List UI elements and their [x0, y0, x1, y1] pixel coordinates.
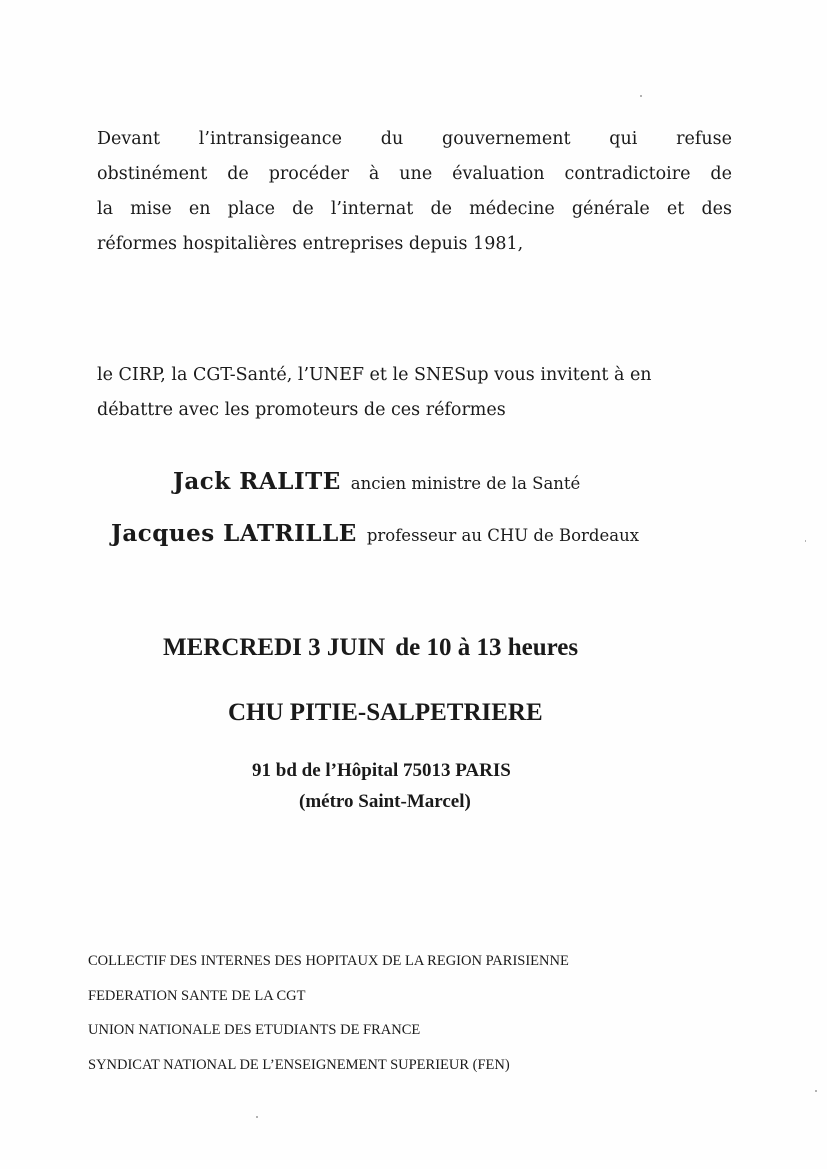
- event-venue: CHU PITIE-SALPETRIERE: [228, 699, 543, 726]
- organization-item: COLLECTIF DES INTERNES DES HOPITAUX DE LA REGION PARISIENNE: [88, 953, 569, 969]
- speaker-role: ancien ministre de la Santé: [350, 474, 581, 493]
- invitation-line: le CIRP, la CGT-Santé, l’UNEF et le SNESup vous invitent à en: [97, 365, 652, 385]
- intro-line: obstinément de procéder à une évaluation contradictoire de: [97, 164, 732, 184]
- scan-speck: [805, 540, 806, 542]
- organization-item: SYNDICAT NATIONAL DE L’ENSEIGNEMENT SUPERIEUR (FEN): [88, 1056, 510, 1073]
- organization-item: UNION NATIONALE DES ETUDIANTS DE FRANCE: [88, 1022, 421, 1038]
- scan-speck: [640, 95, 642, 97]
- invitation-line: débattre avec les promoteurs de ces réformes: [97, 400, 506, 420]
- speaker-role: professeur au CHU de Bordeaux: [366, 526, 640, 545]
- intro-line: la mise en place de l’internat de médecine générale et des: [97, 199, 732, 219]
- speaker-name: Jacques LATRILLE: [111, 520, 357, 547]
- organizations-list: [88, 944, 569, 1082]
- event-date: [163, 634, 578, 662]
- scan-speck: [256, 1116, 258, 1118]
- intro-paragraph: [97, 122, 732, 262]
- speaker-latrille: [111, 520, 639, 547]
- intro-line: Devant l’intransigeance du gouvernement qui refuse: [97, 129, 732, 149]
- speaker-name: Jack RALITE: [173, 468, 341, 495]
- event-address: 91 bd de l’Hôpital 75013 PARIS: [252, 760, 511, 781]
- invitation-paragraph: [97, 358, 732, 428]
- speaker-ralite: [173, 468, 580, 495]
- event-metro: (métro Saint-Marcel): [299, 791, 471, 812]
- event-hours: de 10 à 13 heures: [395, 634, 579, 661]
- event-day: MERCREDI 3 JUIN: [163, 634, 386, 661]
- organization-item: FEDERATION SANTE DE LA CGT: [88, 987, 306, 1004]
- intro-line: réformes hospitalières entreprises depuis 1981,: [97, 234, 524, 254]
- scan-speck: [815, 1090, 817, 1092]
